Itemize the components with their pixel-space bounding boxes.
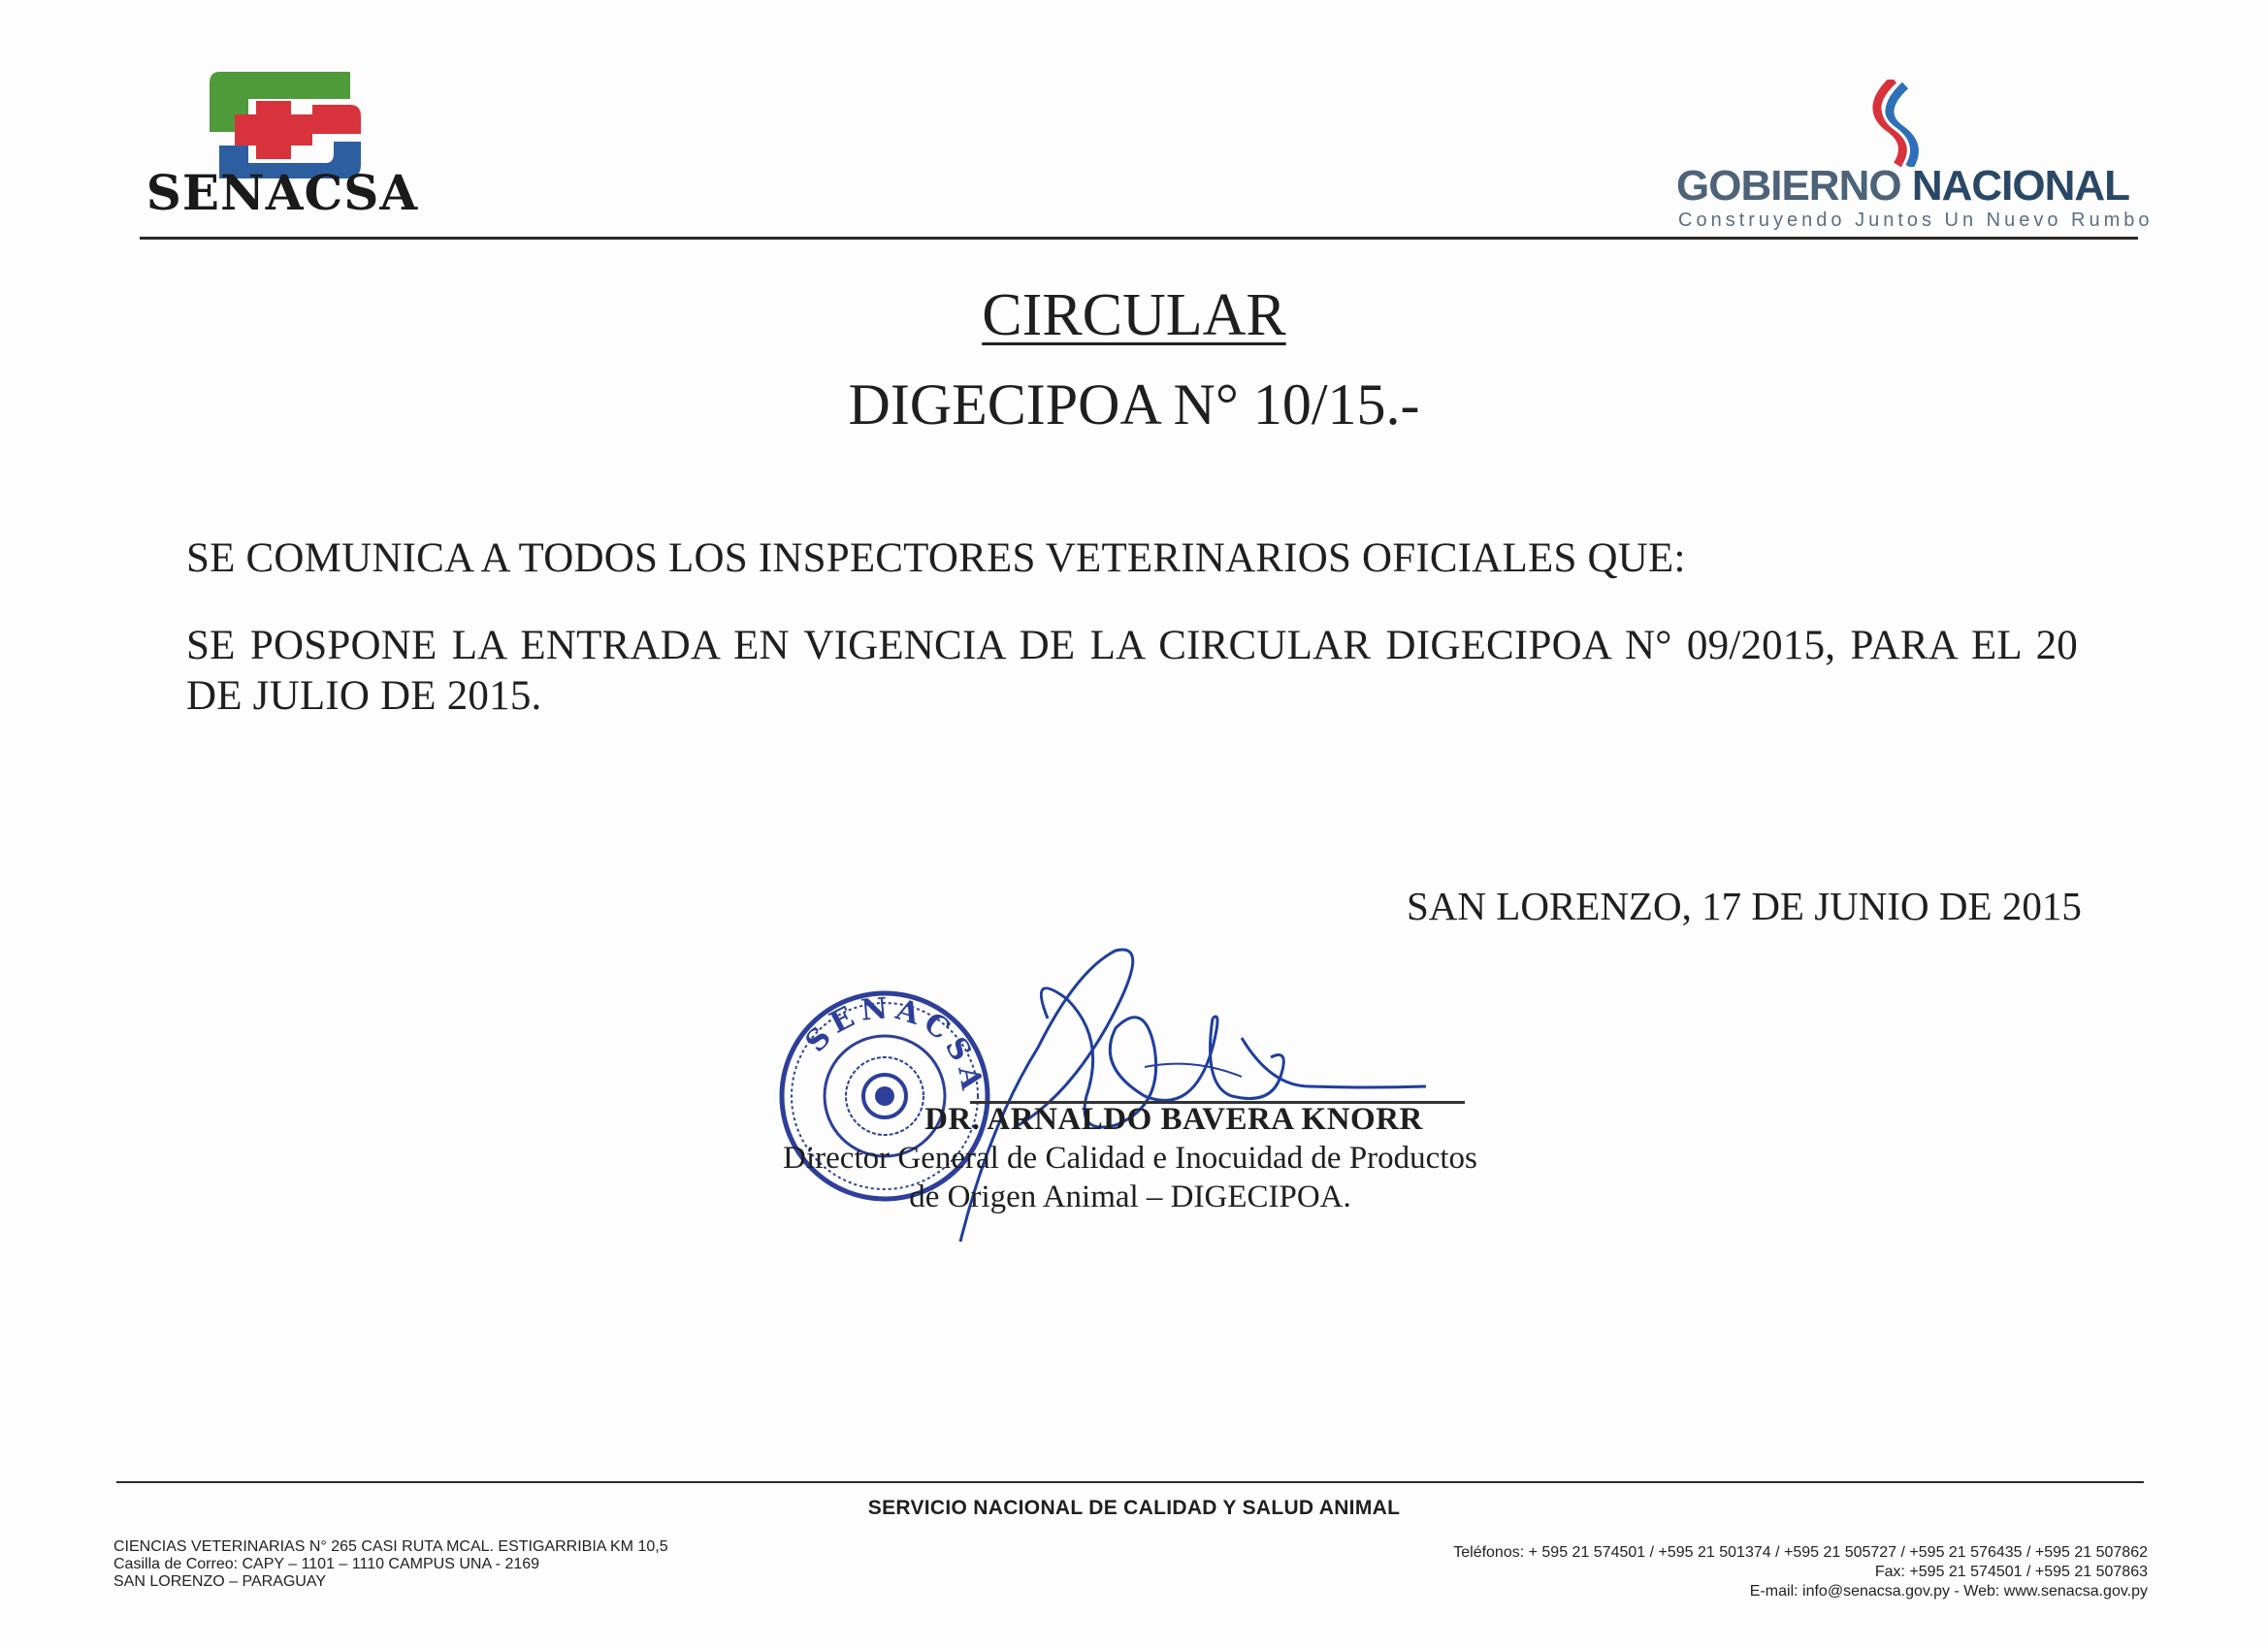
signer-role-line-2: de Origen Animal – DIGECIPOA. <box>909 1180 1351 1214</box>
header-divider <box>140 237 2138 240</box>
document-number: DIGECIPOA N° 10/15.- <box>848 372 1420 436</box>
gobierno-tagline: Construyendo Juntos Un Nuevo Rumbo <box>1678 210 2154 231</box>
footer-fax: Fax: +595 21 574501 / +595 21 507863 <box>1874 1564 2148 1580</box>
footer-address-line-3: SAN LORENZO – PARAGUAY <box>113 1573 327 1590</box>
gobierno-title-part1: GOBIERNO <box>1676 162 1901 210</box>
footer-phones: Teléfonos: + 595 21 574501 / +595 21 501374 / +595 21 505727 / +595 21 576435 / +595 21 507862 <box>1453 1544 2148 1561</box>
gobierno-title-part2: NACIONAL <box>1911 162 2130 210</box>
signer-role-line-1: Director General de Calidad e Inocuidad de Productos <box>783 1141 1477 1176</box>
footer-divider <box>116 1481 2144 1483</box>
place-date: SAN LORENZO, 17 DE JUNIO DE 2015 <box>1407 884 2082 928</box>
signer-name: DR. ARNALDO BAVERA KNORR <box>924 1102 1423 1137</box>
document-title-text: CIRCULAR <box>982 282 1286 348</box>
body-paragraph-2: SE POSPONE LA ENTRADA EN VIGENCIA DE LA CIRCULAR DIGECIPOA N° 09/2015, PARA EL 20 DE JULIO DE 2015. <box>186 623 2078 719</box>
body-paragraph-1: SE COMUNICA A TODOS LOS INSPECTORES VETERINARIOS OFICIALES QUE: <box>186 535 1686 581</box>
footer-address-line-1: CIENCIAS VETERINARIAS N° 265 CASI RUTA MCAL. ESTIGARRIBIA KM 10,5 <box>113 1538 668 1555</box>
flag-ribbon-icon <box>1669 80 2144 167</box>
svg-text:SENACSA: SENACSA <box>798 990 989 1098</box>
footer-organization: SERVICIO NACIONAL DE CALIDAD Y SALUD ANIMAL <box>867 1497 1401 1519</box>
document-title <box>0 281 2268 349</box>
gobierno-title <box>1676 163 2142 210</box>
senacsa-wordmark: SENACSA <box>146 164 419 221</box>
footer-email-web: E-mail: info@senacsa.gov.py - Web: www.senacsa.gov.py <box>1749 1583 2148 1600</box>
footer-address-line-2: Casilla de Correo: CAPY – 1101 – 1110 CAMPUS UNA - 2169 <box>113 1556 540 1572</box>
